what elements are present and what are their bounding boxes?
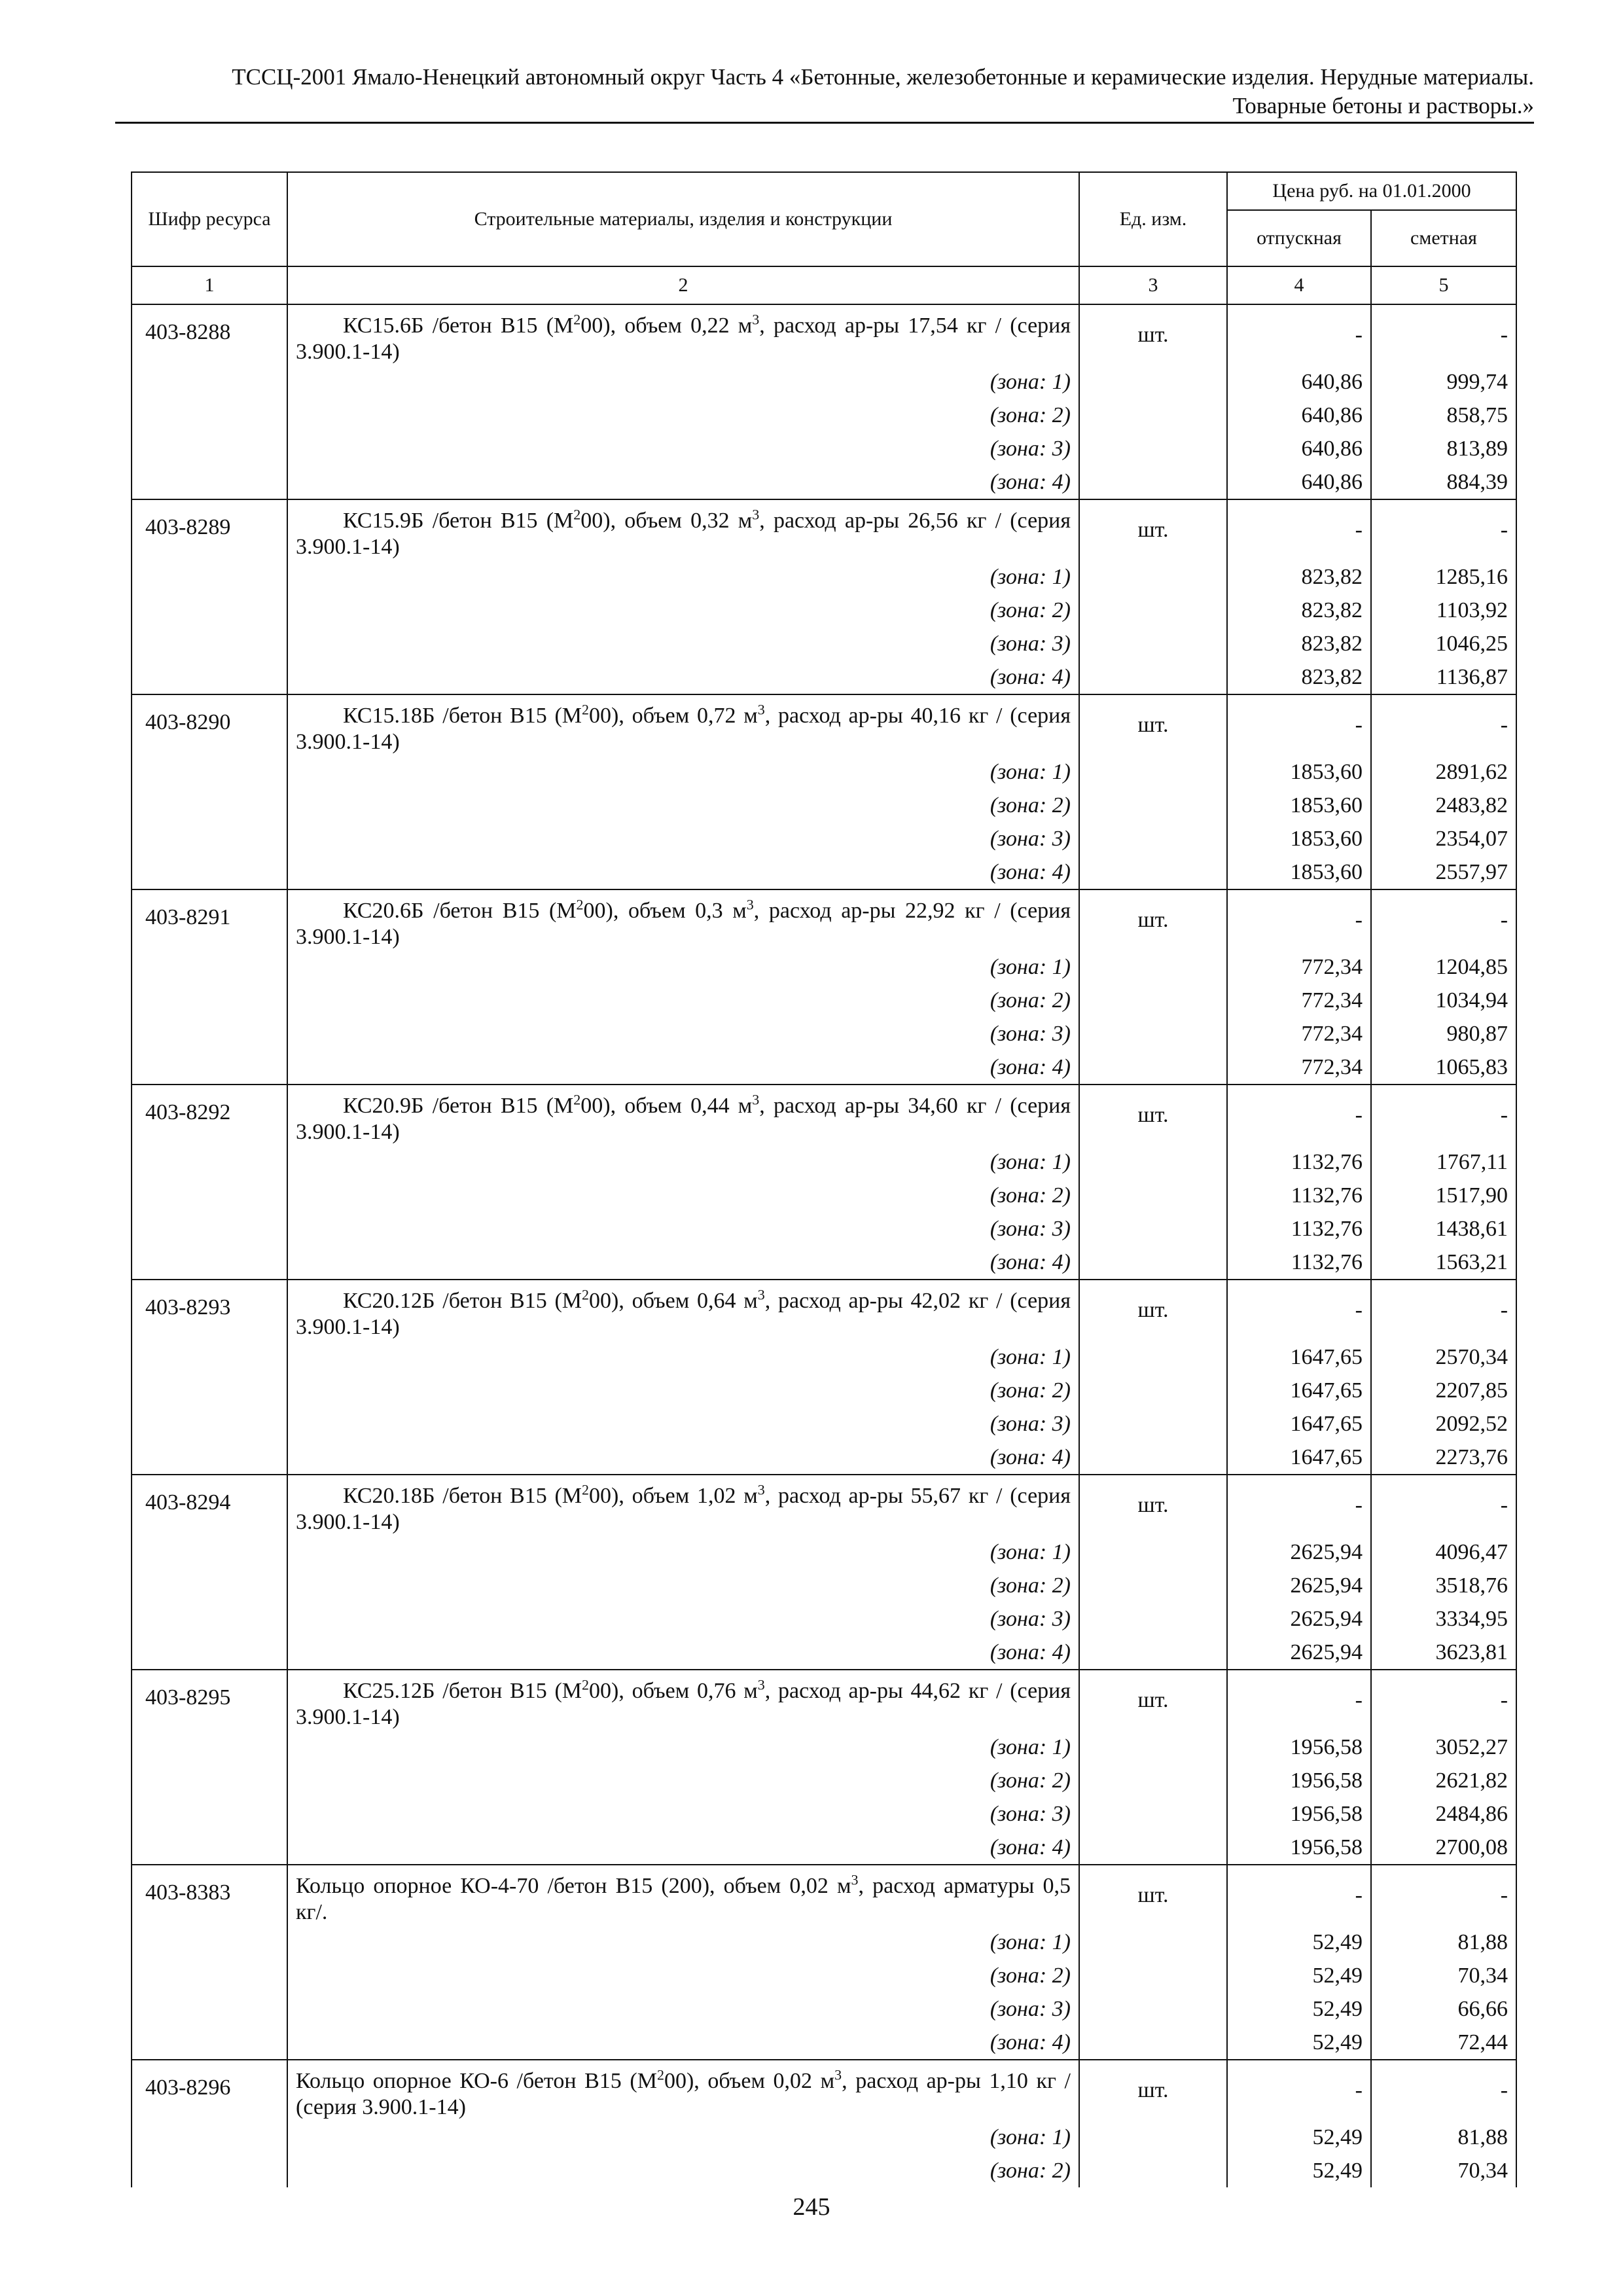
description-part: КС25.12Б /бетон В15 (М (343, 1679, 582, 1703)
zone-row (132, 984, 1516, 1017)
superscript: 3 (752, 1091, 760, 1108)
release-price: 640,86 (1227, 365, 1371, 399)
col-header-price: Цена руб. на 01.01.2000 (1227, 172, 1516, 210)
zone-row (132, 2154, 1516, 2187)
release-price: 1853,60 (1227, 822, 1371, 855)
description-part: Кольцо опорное КО-4-70 /бетон В15 (200), объем 0,02 м (296, 1874, 851, 1898)
zone-label: (зона: 2) (287, 399, 1079, 432)
description-part: , расход ар-ры 42,02 кг / (серия 3.900.1-14) (296, 1289, 1071, 1339)
material-description (287, 1670, 1079, 1731)
zone-row (132, 432, 1516, 465)
estimate-price: 1563,21 (1371, 1246, 1516, 1280)
zone-label: (зона: 4) (287, 1246, 1079, 1280)
release-price: 823,82 (1227, 660, 1371, 694)
price-table (131, 171, 1517, 2187)
zone-row (132, 789, 1516, 822)
release-price: 2625,94 (1227, 1535, 1371, 1569)
superscript: 2 (582, 1676, 590, 1693)
release-price: 772,34 (1227, 950, 1371, 984)
estimate-price: 1517,90 (1371, 1179, 1516, 1212)
zone-label: (зона: 3) (287, 1017, 1079, 1050)
col-header-code: Шифр ресурса (132, 172, 287, 266)
col-number: 1 (132, 266, 287, 304)
estimate-price: 2700,08 (1371, 1831, 1516, 1865)
zone-label: (зона: 4) (287, 1636, 1079, 1670)
description-part: КС15.6Б /бетон В15 (М (343, 314, 574, 338)
release-price: - (1227, 1670, 1371, 1731)
estimate-price: 2354,07 (1371, 822, 1516, 855)
zone-row (132, 1535, 1516, 1569)
material-description (287, 304, 1079, 365)
release-price: 2625,94 (1227, 1602, 1371, 1636)
table-row (132, 2060, 1516, 2121)
zone-row (132, 1374, 1516, 1407)
table-row (132, 1085, 1516, 1145)
zone-row (132, 1831, 1516, 1865)
zone-label: (зона: 3) (287, 1407, 1079, 1441)
release-price: 823,82 (1227, 627, 1371, 660)
release-price: 1647,65 (1227, 1340, 1371, 1374)
zone-label: (зона: 4) (287, 855, 1079, 889)
estimate-price: 70,34 (1371, 2154, 1516, 2187)
col-header-unit: Ед. изм. (1079, 172, 1227, 266)
release-price: 52,49 (1227, 1959, 1371, 1992)
estimate-price: 1046,25 (1371, 627, 1516, 660)
resource-code: 403-8296 (132, 2060, 287, 2187)
zone-label: (зона: 4) (287, 465, 1079, 499)
zone-label: (зона: 4) (287, 1831, 1079, 1865)
resource-code: 403-8293 (132, 1280, 287, 1475)
superscript: 3 (757, 1676, 765, 1693)
zone-row (132, 1246, 1516, 1280)
table-row (132, 1865, 1516, 1926)
description-part: , расход ар-ры 17,54 кг / (серия 3.900.1-14) (296, 314, 1071, 364)
zone-label: (зона: 4) (287, 1050, 1079, 1085)
estimate-price: 884,39 (1371, 465, 1516, 499)
zone-label: (зона: 1) (287, 1340, 1079, 1374)
release-price: 1853,60 (1227, 855, 1371, 889)
release-price: 52,49 (1227, 2121, 1371, 2154)
zone-row (132, 2121, 1516, 2154)
estimate-price: 72,44 (1371, 2026, 1516, 2060)
description-part: КС20.18Б /бетон В15 (М (343, 1484, 582, 1508)
zone-row (132, 1926, 1516, 1959)
resource-code: 403-8290 (132, 694, 287, 889)
estimate-price: 1767,11 (1371, 1145, 1516, 1179)
description-part: , расход ар-ры 34,60 кг / (серия 3.900.1-14) (296, 1094, 1071, 1144)
description-part: 00), объем 0,32 м (580, 509, 753, 533)
zone-label: (зона: 2) (287, 984, 1079, 1017)
estimate-price: 2570,34 (1371, 1340, 1516, 1374)
unit-of-measure: шт. (1079, 1865, 1227, 2060)
estimate-price: 1103,92 (1371, 594, 1516, 627)
superscript: 3 (757, 701, 765, 718)
zone-label: (зона: 1) (287, 950, 1079, 984)
zone-label: (зона: 1) (287, 1731, 1079, 1764)
zone-label: (зона: 2) (287, 594, 1079, 627)
release-price: 1853,60 (1227, 789, 1371, 822)
release-price: 640,86 (1227, 399, 1371, 432)
zone-label: (зона: 1) (287, 2121, 1079, 2154)
zone-row (132, 1441, 1516, 1475)
description-part: Кольцо опорное КО-6 /бетон В15 (М (296, 2069, 657, 2093)
zone-row (132, 660, 1516, 694)
description-part: 00), объем 1,02 м (589, 1484, 758, 1508)
zone-label: (зона: 2) (287, 1179, 1079, 1212)
resource-code: 403-8292 (132, 1085, 287, 1280)
estimate-price: 2557,97 (1371, 855, 1516, 889)
page-number: 245 (793, 2193, 830, 2221)
zone-label: (зона: 4) (287, 660, 1079, 694)
superscript: 3 (752, 506, 760, 523)
zone-label: (зона: 2) (287, 1764, 1079, 1797)
zone-label: (зона: 2) (287, 789, 1079, 822)
unit-of-measure: шт. (1079, 694, 1227, 889)
estimate-price: 999,74 (1371, 365, 1516, 399)
estimate-price: 81,88 (1371, 1926, 1516, 1959)
zone-label: (зона: 2) (287, 1959, 1079, 1992)
superscript: 2 (582, 701, 590, 718)
zone-label: (зона: 1) (287, 755, 1079, 789)
superscript: 2 (573, 1091, 581, 1108)
release-price: 1647,65 (1227, 1374, 1371, 1407)
release-price: - (1227, 499, 1371, 560)
estimate-price: 4096,47 (1371, 1535, 1516, 1569)
material-description (287, 499, 1079, 560)
release-price: 640,86 (1227, 432, 1371, 465)
estimate-price: - (1371, 694, 1516, 755)
release-price: - (1227, 304, 1371, 365)
superscript: 2 (582, 1286, 590, 1303)
estimate-price: 1204,85 (1371, 950, 1516, 984)
zone-row (132, 1764, 1516, 1797)
zone-label: (зона: 3) (287, 1602, 1079, 1636)
description-part: КС15.18Б /бетон В15 (М (343, 704, 582, 728)
zone-label: (зона: 4) (287, 2026, 1079, 2060)
col-header-release-price: отпускная (1227, 210, 1371, 266)
resource-code: 403-8291 (132, 889, 287, 1085)
table-row (132, 889, 1516, 950)
release-price: 1132,76 (1227, 1246, 1371, 1280)
col-number: 2 (287, 266, 1079, 304)
material-description (287, 889, 1079, 950)
estimate-price: - (1371, 304, 1516, 365)
zone-row (132, 1636, 1516, 1670)
superscript: 3 (757, 1286, 765, 1303)
estimate-price: 2207,85 (1371, 1374, 1516, 1407)
unit-of-measure: шт. (1079, 304, 1227, 499)
superscript: 3 (746, 896, 754, 913)
zone-row (132, 399, 1516, 432)
estimate-price: - (1371, 1865, 1516, 1926)
superscript: 2 (573, 311, 581, 328)
estimate-price: 3623,81 (1371, 1636, 1516, 1670)
release-price: - (1227, 1085, 1371, 1145)
description-part: 00), объем 0,3 м (583, 899, 747, 923)
table-row (132, 1670, 1516, 1731)
superscript: 3 (834, 2066, 842, 2083)
zone-row (132, 1050, 1516, 1085)
zone-label: (зона: 1) (287, 1535, 1079, 1569)
estimate-price: 813,89 (1371, 432, 1516, 465)
zone-row (132, 1017, 1516, 1050)
estimate-price: 2483,82 (1371, 789, 1516, 822)
zone-row (132, 594, 1516, 627)
price-table-body (132, 304, 1516, 2187)
zone-row (132, 1212, 1516, 1246)
zone-row (132, 1340, 1516, 1374)
superscript: 2 (576, 896, 584, 913)
release-price: 2625,94 (1227, 1569, 1371, 1602)
unit-of-measure: шт. (1079, 2060, 1227, 2187)
release-price: 1647,65 (1227, 1441, 1371, 1475)
material-description (287, 2060, 1079, 2121)
estimate-price: 66,66 (1371, 1992, 1516, 2026)
release-price: 772,34 (1227, 1050, 1371, 1085)
description-part: 00), объем 0,44 м (580, 1094, 753, 1118)
estimate-price: 81,88 (1371, 2121, 1516, 2154)
description-part: , расход ар-ры 44,62 кг / (серия 3.900.1-14) (296, 1679, 1071, 1729)
zone-row (132, 1407, 1516, 1441)
unit-of-measure: шт. (1079, 1280, 1227, 1475)
zone-row (132, 1179, 1516, 1212)
estimate-price: 2891,62 (1371, 755, 1516, 789)
release-price: 52,49 (1227, 2154, 1371, 2187)
material-description (287, 1280, 1079, 1340)
estimate-price: 2273,76 (1371, 1441, 1516, 1475)
release-price: 52,49 (1227, 1992, 1371, 2026)
description-part: КС20.12Б /бетон В15 (М (343, 1289, 582, 1313)
description-part: , расход ар-ры 26,56 кг / (серия 3.900.1-14) (296, 509, 1071, 559)
estimate-price: 1438,61 (1371, 1212, 1516, 1246)
release-price: - (1227, 1280, 1371, 1340)
zone-label: (зона: 4) (287, 1441, 1079, 1475)
page-header (115, 63, 1534, 120)
superscript: 3 (851, 1871, 859, 1888)
description-part: , расход ар-ры 55,67 кг / (серия 3.900.1-14) (296, 1484, 1071, 1534)
release-price: - (1227, 694, 1371, 755)
estimate-price: 1065,83 (1371, 1050, 1516, 1085)
release-price: - (1227, 1865, 1371, 1926)
zone-row (132, 950, 1516, 984)
description-part: 00), объем 0,22 м (580, 314, 753, 338)
estimate-price: - (1371, 499, 1516, 560)
release-price: 772,34 (1227, 1017, 1371, 1050)
table-row (132, 499, 1516, 560)
zone-label: (зона: 1) (287, 1145, 1079, 1179)
resource-code: 403-8289 (132, 499, 287, 694)
estimate-price: - (1371, 1085, 1516, 1145)
estimate-price: - (1371, 1280, 1516, 1340)
header-line-2: Товарные бетоны и растворы.» (1232, 93, 1534, 118)
zone-row (132, 1731, 1516, 1764)
zone-label: (зона: 1) (287, 560, 1079, 594)
zone-label: (зона: 3) (287, 1797, 1079, 1831)
zone-row (132, 560, 1516, 594)
col-number: 4 (1227, 266, 1371, 304)
unit-of-measure: шт. (1079, 889, 1227, 1085)
description-part: КС20.9Б /бетон В15 (М (343, 1094, 574, 1118)
zone-label: (зона: 3) (287, 1992, 1079, 2026)
table-row (132, 694, 1516, 755)
estimate-price: 2621,82 (1371, 1764, 1516, 1797)
estimate-price: - (1371, 1475, 1516, 1535)
description-part: 00), объем 0,72 м (589, 704, 758, 728)
col-number: 5 (1371, 266, 1516, 304)
zone-label: (зона: 1) (287, 365, 1079, 399)
unit-of-measure: шт. (1079, 499, 1227, 694)
zone-row (132, 2026, 1516, 2060)
estimate-price: 1136,87 (1371, 660, 1516, 694)
zone-label: (зона: 2) (287, 1374, 1079, 1407)
zone-row (132, 1145, 1516, 1179)
release-price: 1956,58 (1227, 1831, 1371, 1865)
description-part: КС15.9Б /бетон В15 (М (343, 509, 574, 533)
superscript: 3 (752, 311, 760, 328)
estimate-price: 2092,52 (1371, 1407, 1516, 1441)
release-price: 1853,60 (1227, 755, 1371, 789)
estimate-price: 2484,86 (1371, 1797, 1516, 1831)
zone-row (132, 1992, 1516, 2026)
zone-row (132, 855, 1516, 889)
zone-row (132, 627, 1516, 660)
description-part: 00), объем 0,76 м (589, 1679, 758, 1703)
release-price: - (1227, 889, 1371, 950)
col-header-estimate-price: сметная (1371, 210, 1516, 266)
description-part: , расход ар-ры 40,16 кг / (серия 3.900.1-14) (296, 704, 1071, 754)
release-price: 823,82 (1227, 594, 1371, 627)
zone-label: (зона: 3) (287, 822, 1079, 855)
release-price: 52,49 (1227, 2026, 1371, 2060)
estimate-price: 3518,76 (1371, 1569, 1516, 1602)
release-price: 772,34 (1227, 984, 1371, 1017)
superscript: 2 (656, 2066, 664, 2083)
unit-of-measure: шт. (1079, 1475, 1227, 1670)
release-price: 52,49 (1227, 1926, 1371, 1959)
estimate-price: 1034,94 (1371, 984, 1516, 1017)
material-description (287, 1085, 1079, 1145)
table-row (132, 1280, 1516, 1340)
estimate-price: - (1371, 2060, 1516, 2121)
estimate-price: 70,34 (1371, 1959, 1516, 1992)
zone-label: (зона: 3) (287, 432, 1079, 465)
release-price: - (1227, 1475, 1371, 1535)
estimate-price: 3334,95 (1371, 1602, 1516, 1636)
table-row (132, 1475, 1516, 1535)
material-description (287, 1475, 1079, 1535)
description-part: , расход ар-ры 22,92 кг / (серия 3.900.1-14) (296, 899, 1071, 949)
description-part: 00), объем 0,02 м (664, 2069, 835, 2093)
zone-label: (зона: 3) (287, 627, 1079, 660)
col-header-description: Строительные материалы, изделия и конструкции (287, 172, 1079, 266)
release-price: 1132,76 (1227, 1212, 1371, 1246)
description-part: 00), объем 0,64 м (589, 1289, 758, 1313)
estimate-price: 858,75 (1371, 399, 1516, 432)
estimate-price: 980,87 (1371, 1017, 1516, 1050)
estimate-price: 3052,27 (1371, 1731, 1516, 1764)
release-price: 1956,58 (1227, 1797, 1371, 1831)
unit-of-measure: шт. (1079, 1670, 1227, 1865)
zone-label: (зона: 3) (287, 1212, 1079, 1246)
zone-row (132, 755, 1516, 789)
release-price: 1132,76 (1227, 1179, 1371, 1212)
zone-row (132, 1602, 1516, 1636)
description-part: , расход ар-ры 1,10 кг / (серия 3.900.1-14) (296, 2069, 1071, 2119)
description-part: КС20.6Б /бетон В15 (М (343, 899, 577, 923)
resource-code: 403-8295 (132, 1670, 287, 1865)
header-rule (115, 122, 1534, 124)
table-row (132, 304, 1516, 365)
col-number: 3 (1079, 266, 1227, 304)
release-price: 1956,58 (1227, 1731, 1371, 1764)
superscript: 2 (582, 1481, 590, 1498)
description-part: , расход арматуры 0,5 кг/. (296, 1874, 1071, 1924)
release-price: 823,82 (1227, 560, 1371, 594)
estimate-price: - (1371, 1670, 1516, 1731)
zone-label: (зона: 2) (287, 2154, 1079, 2187)
release-price: 1647,65 (1227, 1407, 1371, 1441)
header-line-1: ТССЦ-2001 Ямало-Ненецкий автономный округ Часть 4 «Бетонные, железобетонные и керамические изделия. Нерудные материалы. (232, 64, 1534, 90)
release-price: - (1227, 2060, 1371, 2121)
zone-row (132, 465, 1516, 499)
zone-label: (зона: 2) (287, 1569, 1079, 1602)
zone-row (132, 1797, 1516, 1831)
material-description (287, 1865, 1079, 1926)
resource-code: 403-8294 (132, 1475, 287, 1670)
release-price: 1956,58 (1227, 1764, 1371, 1797)
release-price: 640,86 (1227, 465, 1371, 499)
resource-code: 403-8288 (132, 304, 287, 499)
estimate-price: - (1371, 889, 1516, 950)
zone-row (132, 1959, 1516, 1992)
zone-row (132, 1569, 1516, 1602)
zone-row (132, 365, 1516, 399)
superscript: 3 (757, 1481, 765, 1498)
zone-label: (зона: 1) (287, 1926, 1079, 1959)
resource-code: 403-8383 (132, 1865, 287, 2060)
zone-row (132, 822, 1516, 855)
material-description (287, 694, 1079, 755)
unit-of-measure: шт. (1079, 1085, 1227, 1280)
superscript: 2 (573, 506, 581, 523)
release-price: 1132,76 (1227, 1145, 1371, 1179)
estimate-price: 1285,16 (1371, 560, 1516, 594)
release-price: 2625,94 (1227, 1636, 1371, 1670)
